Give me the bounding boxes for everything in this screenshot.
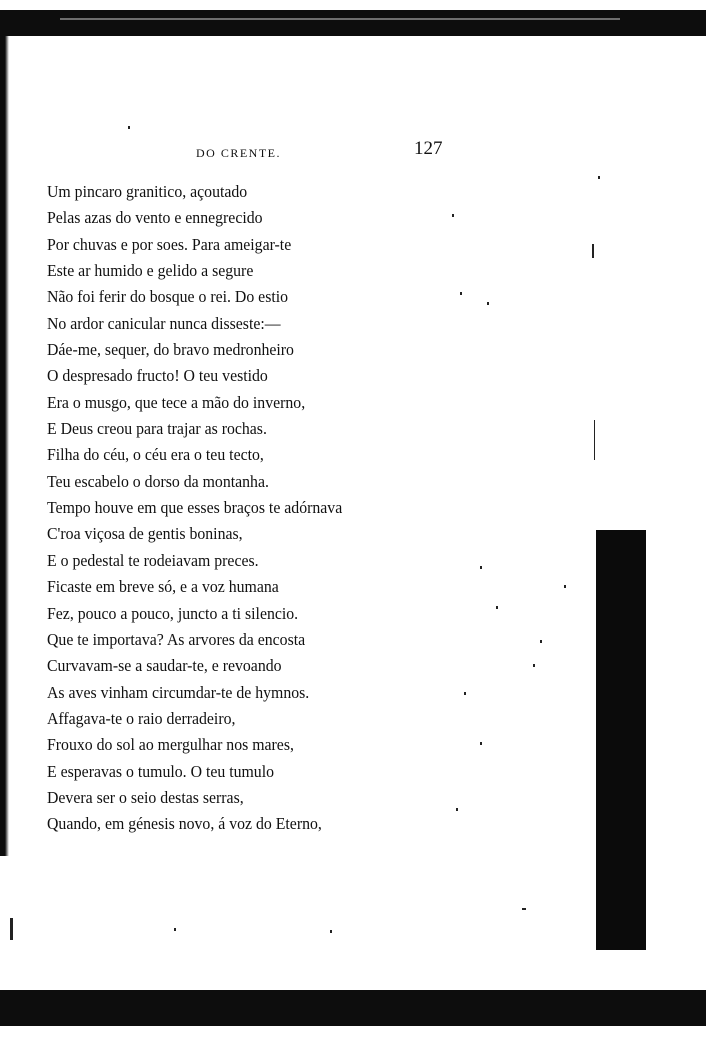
- verse-line: Ficaste em breve só, e a voz humana: [47, 577, 279, 597]
- verse-line: Era o musgo, que tece a mão do inverno,: [47, 392, 306, 412]
- verse-line: Pelas azas do vento e ennegrecido: [47, 208, 263, 228]
- page-number: 127: [414, 138, 443, 159]
- verse-line: E Deus creou para trajar as rochas.: [47, 419, 267, 439]
- verse-line: E esperavas o tumulo. O teu tumulo: [47, 761, 275, 781]
- scan-speck: [594, 420, 595, 460]
- scan-speck: [128, 126, 130, 129]
- verse-line: No ardor canicular nunca disseste:—: [47, 313, 281, 333]
- scan-border-bottom: [0, 990, 706, 1026]
- verse-line: Frouxo do sol ao mergulhar nos mares,: [47, 735, 294, 755]
- verse-line: Tempo houve em que esses braços te adórnava: [47, 498, 343, 518]
- verse-line: Teu escabelo o dorso da montanha.: [47, 471, 269, 491]
- verse-line: O despresado fructo! O teu vestido: [47, 366, 268, 386]
- scan-speck: [174, 928, 176, 931]
- scan-speck: [522, 908, 526, 910]
- verse-line: Devera ser o seio destas serras,: [47, 787, 244, 807]
- verse-line: Fez, pouco a pouco, juncto a ti silencio.: [47, 603, 299, 623]
- page-header: [196, 138, 446, 168]
- verse-line: Affagava-te o raio derradeiro,: [47, 708, 236, 728]
- scan-speck: [496, 606, 498, 609]
- scan-speck: [330, 930, 332, 933]
- scan-speck: [487, 302, 489, 305]
- verse-line: E o pedestal te rodeiavam preces.: [47, 550, 259, 570]
- scan-speck: [598, 176, 600, 179]
- scan-speck: [480, 566, 482, 569]
- verse-line: Filha do céu, o céu era o teu tecto,: [47, 445, 264, 465]
- scan-shadow-right: [596, 530, 646, 950]
- verse-line: Que te importava? As arvores da encosta: [47, 629, 306, 649]
- scan-speck: [592, 244, 594, 258]
- scan-speck: [564, 585, 566, 588]
- verse-line: Quando, em génesis novo, á voz do Eterno,: [47, 814, 322, 834]
- scan-speck: [480, 742, 482, 745]
- scan-speck: [10, 918, 13, 940]
- poem-text: [47, 179, 467, 838]
- verse-line: Por chuvas e por soes. Para ameigar-te: [47, 234, 292, 254]
- verse-line: Curvavam-se a saudar-te, e revoando: [47, 656, 282, 676]
- running-title: DO CRENTE.: [196, 146, 281, 160]
- verse-line: C'roa viçosa de gentis boninas,: [47, 524, 243, 544]
- verse-line: Não foi ferir do bosque o rei. Do estio: [47, 287, 289, 307]
- verse-line: Este ar humido e gelido a segure: [47, 261, 254, 281]
- scan-border-left: [0, 36, 9, 856]
- scan-speck: [533, 664, 535, 667]
- verse-line: Um pincaro granitico, açoutado: [47, 182, 248, 201]
- verse-line: Dáe-me, sequer, do bravo medronheiro: [47, 340, 294, 360]
- scan-border-top: [0, 10, 706, 36]
- verse-line: As aves vinham circumdar-te de hymnos.: [47, 682, 310, 702]
- scan-speck: [540, 640, 542, 643]
